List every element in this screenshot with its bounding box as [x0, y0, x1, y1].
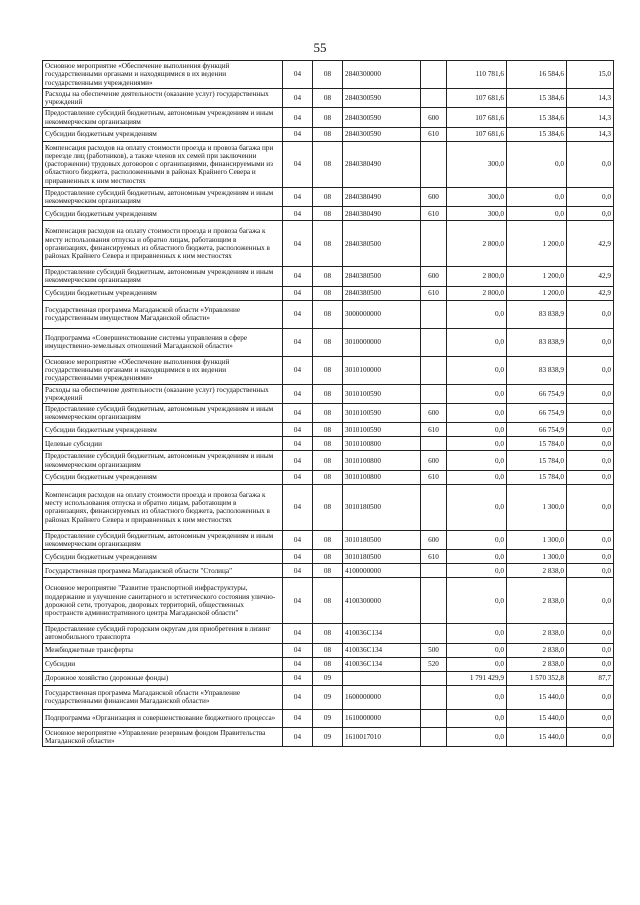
approved-amount-cell: 2 800,0: [447, 221, 507, 267]
target-article-cell: 3010100800: [343, 437, 421, 451]
execution-percent-cell: 0,0: [567, 657, 614, 671]
subsection-code-cell: 08: [313, 530, 343, 549]
section-code-cell: 04: [283, 709, 313, 727]
section-code-cell: 04: [283, 550, 313, 564]
section-code-cell: 04: [283, 384, 313, 403]
approved-amount-cell: 0,0: [447, 470, 507, 484]
row-name-cell: Расходы на обеспечение деятельности (оказание услуг) государственных учреждений: [43, 89, 283, 108]
section-code-cell: 04: [283, 624, 313, 643]
table-row: [43, 187, 614, 206]
approved-amount-cell: 107 681,6: [447, 108, 507, 127]
row-name-cell: Субсидии бюджетным учреждениям: [43, 470, 283, 484]
table-row: [43, 470, 614, 484]
subsection-code-cell: 08: [313, 207, 343, 221]
expense-type-cell: [421, 484, 447, 530]
target-article-cell: 2840300590: [343, 127, 421, 141]
row-name-cell: Целевые субсидии: [43, 437, 283, 451]
approved-amount-cell: 0,0: [447, 578, 507, 624]
expense-type-cell: [421, 709, 447, 727]
subsection-code-cell: 08: [313, 286, 343, 300]
execution-percent-cell: 0,0: [567, 451, 614, 470]
subsection-code-cell: 08: [313, 108, 343, 127]
target-article-cell: 3010180500: [343, 530, 421, 549]
subsection-code-cell: 08: [313, 550, 343, 564]
table-row: [43, 643, 614, 657]
row-name-cell: Субсидии бюджетным учреждениям: [43, 207, 283, 221]
row-name-cell: Государственная программа Магаданской области «Управление государственными финансами Магаданской области»: [43, 685, 283, 709]
table-row: [43, 624, 614, 643]
table-row: [43, 267, 614, 286]
approved-amount-cell: 0,0: [447, 657, 507, 671]
section-code-cell: 04: [283, 564, 313, 578]
executed-amount-cell: 0,0: [507, 207, 567, 221]
table-row: [43, 108, 614, 127]
table-row: [43, 207, 614, 221]
table-body: [43, 61, 614, 747]
approved-amount-cell: 0,0: [447, 727, 507, 746]
table-row: [43, 404, 614, 423]
target-article-cell: 3010180500: [343, 484, 421, 530]
expense-type-cell: [421, 384, 447, 403]
execution-percent-cell: 14,3: [567, 127, 614, 141]
subsection-code-cell: 08: [313, 624, 343, 643]
section-code-cell: 04: [283, 470, 313, 484]
table-row: [43, 727, 614, 746]
section-code-cell: 04: [283, 404, 313, 423]
approved-amount-cell: 0,0: [447, 384, 507, 403]
section-code-cell: 04: [283, 437, 313, 451]
expense-type-cell: 600: [421, 451, 447, 470]
executed-amount-cell: 0,0: [507, 187, 567, 206]
row-name-cell: Предоставление субсидий бюджетным, автономным учреждениям и иным некоммерческим организациям: [43, 451, 283, 470]
section-code-cell: 04: [283, 207, 313, 221]
execution-percent-cell: 0,0: [567, 187, 614, 206]
table-row: [43, 671, 614, 685]
execution-percent-cell: 14,3: [567, 89, 614, 108]
table-row: [43, 451, 614, 470]
target-article-cell: 410036С134: [343, 657, 421, 671]
expense-type-cell: 610: [421, 286, 447, 300]
section-code-cell: 04: [283, 127, 313, 141]
executed-amount-cell: 2 838,0: [507, 578, 567, 624]
row-name-cell: Предоставление субсидий городским округам для приобретения в лизинг автомобильного транспорта: [43, 624, 283, 643]
expense-type-cell: 600: [421, 108, 447, 127]
row-name-cell: Субсидии: [43, 657, 283, 671]
subsection-code-cell: 09: [313, 727, 343, 746]
execution-percent-cell: 0,0: [567, 685, 614, 709]
subsection-code-cell: 08: [313, 484, 343, 530]
target-article-cell: [343, 671, 421, 685]
executed-amount-cell: 2 838,0: [507, 657, 567, 671]
row-name-cell: Предоставление субсидий бюджетным, автономным учреждениям и иным некоммерческим организациям: [43, 267, 283, 286]
section-code-cell: 04: [283, 187, 313, 206]
approved-amount-cell: 300,0: [447, 141, 507, 187]
table-row: [43, 578, 614, 624]
row-name-cell: Основное мероприятие "Развитие транспортной инфраструктуры, поддержание и улучшение санитарного и эстетического состояния улично-дорожной сети, тротуаров, дворовых территорий, общественных пространств административного центра Магаданской области": [43, 578, 283, 624]
row-name-cell: Подпрограмма «Организация и совершенствование бюджетного процесса»: [43, 709, 283, 727]
table-row: [43, 384, 614, 403]
table-row: [43, 221, 614, 267]
row-name-cell: Субсидии бюджетным учреждениям: [43, 286, 283, 300]
executed-amount-cell: 2 838,0: [507, 643, 567, 657]
table-row: [43, 141, 614, 187]
executed-amount-cell: 2 838,0: [507, 564, 567, 578]
execution-percent-cell: 87,7: [567, 671, 614, 685]
expense-type-cell: [421, 300, 447, 328]
execution-percent-cell: 0,0: [567, 530, 614, 549]
execution-percent-cell: 0,0: [567, 709, 614, 727]
executed-amount-cell: 15 784,0: [507, 451, 567, 470]
execution-percent-cell: 0,0: [567, 356, 614, 384]
executed-amount-cell: 66 754,9: [507, 404, 567, 423]
target-article-cell: 2840380500: [343, 221, 421, 267]
row-name-cell: Субсидии бюджетным учреждениям: [43, 127, 283, 141]
table-row: [43, 356, 614, 384]
approved-amount-cell: 0,0: [447, 423, 507, 437]
row-name-cell: Дорожное хозяйство (дорожные фонды): [43, 671, 283, 685]
section-code-cell: 04: [283, 671, 313, 685]
execution-percent-cell: 42,9: [567, 221, 614, 267]
target-article-cell: 2840300000: [343, 61, 421, 89]
target-article-cell: 3010000000: [343, 328, 421, 356]
target-article-cell: 3010100590: [343, 404, 421, 423]
target-article-cell: 3010100000: [343, 356, 421, 384]
section-code-cell: 04: [283, 108, 313, 127]
expense-type-cell: 600: [421, 530, 447, 549]
expense-type-cell: [421, 624, 447, 643]
execution-percent-cell: 0,0: [567, 484, 614, 530]
row-name-cell: Подпрограмма «Совершенствование системы управления в сфере имущественно-земельных отношений Магаданской области»: [43, 328, 283, 356]
expense-type-cell: 600: [421, 187, 447, 206]
section-code-cell: 04: [283, 451, 313, 470]
subsection-code-cell: 08: [313, 657, 343, 671]
approved-amount-cell: 0,0: [447, 530, 507, 549]
target-article-cell: 3010100800: [343, 470, 421, 484]
section-code-cell: 04: [283, 300, 313, 328]
approved-amount-cell: 0,0: [447, 685, 507, 709]
expense-type-cell: 500: [421, 643, 447, 657]
execution-percent-cell: 0,0: [567, 550, 614, 564]
target-article-cell: 3000000000: [343, 300, 421, 328]
page-number: 55: [313, 40, 327, 55]
target-article-cell: 4100000000: [343, 564, 421, 578]
subsection-code-cell: 08: [313, 578, 343, 624]
execution-percent-cell: 0,0: [567, 470, 614, 484]
execution-percent-cell: 0,0: [567, 423, 614, 437]
row-name-cell: Государственная программа Магаданской области "Столица": [43, 564, 283, 578]
subsection-code-cell: 08: [313, 328, 343, 356]
expense-type-cell: [421, 356, 447, 384]
expense-type-cell: [421, 221, 447, 267]
expense-type-cell: [421, 141, 447, 187]
table-row: [43, 286, 614, 300]
subsection-code-cell: 08: [313, 141, 343, 187]
executed-amount-cell: 1 300,0: [507, 484, 567, 530]
execution-percent-cell: 0,0: [567, 404, 614, 423]
approved-amount-cell: 0,0: [447, 404, 507, 423]
approved-amount-cell: 0,0: [447, 564, 507, 578]
section-code-cell: 04: [283, 657, 313, 671]
row-name-cell: Компенсация расходов на оплату стоимости проезда и провоза багажа к месту использования отпуска и обратно лицам, работающим в организациях, финансируемых из областного бюджета, расположенных в районах Крайнего Севера и приравненных к ним местностях: [43, 484, 283, 530]
executed-amount-cell: 1 200,0: [507, 286, 567, 300]
subsection-code-cell: 09: [313, 709, 343, 727]
executed-amount-cell: 16 584,6: [507, 61, 567, 89]
subsection-code-cell: 08: [313, 384, 343, 403]
target-article-cell: 2840380490: [343, 207, 421, 221]
target-article-cell: 3010180500: [343, 550, 421, 564]
row-name-cell: Субсидии бюджетным учреждениям: [43, 550, 283, 564]
execution-percent-cell: 0,0: [567, 328, 614, 356]
target-article-cell: 3010100590: [343, 384, 421, 403]
target-article-cell: 1610000000: [343, 709, 421, 727]
row-name-cell: Предоставление субсидий бюджетным, автономным учреждениям и иным некоммерческим организациям: [43, 108, 283, 127]
target-article-cell: 2840380500: [343, 267, 421, 286]
subsection-code-cell: 08: [313, 300, 343, 328]
executed-amount-cell: 1 300,0: [507, 550, 567, 564]
executed-amount-cell: 2 838,0: [507, 624, 567, 643]
target-article-cell: 4100300000: [343, 578, 421, 624]
section-code-cell: 04: [283, 141, 313, 187]
expense-type-cell: [421, 671, 447, 685]
subsection-code-cell: 08: [313, 221, 343, 267]
executed-amount-cell: 15 440,0: [507, 727, 567, 746]
table-row: [43, 709, 614, 727]
executed-amount-cell: 15 784,0: [507, 437, 567, 451]
subsection-code-cell: 08: [313, 451, 343, 470]
target-article-cell: 1600000000: [343, 685, 421, 709]
row-name-cell: Компенсация расходов на оплату стоимости проезда и провоза багажа к месту использования отпуска и обратно лицам, работающим в организациях, финансируемых из областного бюджета, расположенных в районах Крайнего Севера и приравненных к ним местностях: [43, 221, 283, 267]
executed-amount-cell: 15 440,0: [507, 685, 567, 709]
subsection-code-cell: 08: [313, 437, 343, 451]
subsection-code-cell: 08: [313, 89, 343, 108]
table-row: [43, 423, 614, 437]
approved-amount-cell: 0,0: [447, 550, 507, 564]
approved-amount-cell: 0,0: [447, 300, 507, 328]
section-code-cell: 04: [283, 328, 313, 356]
approved-amount-cell: 107 681,6: [447, 89, 507, 108]
subsection-code-cell: 08: [313, 127, 343, 141]
target-article-cell: 2840380500: [343, 286, 421, 300]
target-article-cell: 410036С134: [343, 624, 421, 643]
executed-amount-cell: 1 300,0: [507, 530, 567, 549]
table-row: [43, 437, 614, 451]
executed-amount-cell: 66 754,9: [507, 423, 567, 437]
row-name-cell: Субсидии бюджетным учреждениям: [43, 423, 283, 437]
subsection-code-cell: 08: [313, 61, 343, 89]
approved-amount-cell: 107 681,6: [447, 127, 507, 141]
target-article-cell: 2840380490: [343, 187, 421, 206]
target-article-cell: 2840300590: [343, 89, 421, 108]
subsection-code-cell: 08: [313, 404, 343, 423]
execution-percent-cell: 0,0: [567, 727, 614, 746]
approved-amount-cell: 110 781,6: [447, 61, 507, 89]
execution-percent-cell: 42,9: [567, 286, 614, 300]
row-name-cell: Основное мероприятие «Обеспечение выполнения функций государственными органами и находящимися в их ведении государственными учреждениями»: [43, 61, 283, 89]
section-code-cell: 04: [283, 89, 313, 108]
subsection-code-cell: 08: [313, 267, 343, 286]
target-article-cell: 3010100800: [343, 451, 421, 470]
approved-amount-cell: 2 800,0: [447, 286, 507, 300]
executed-amount-cell: 0,0: [507, 141, 567, 187]
execution-percent-cell: 14,3: [567, 108, 614, 127]
table-row: [43, 484, 614, 530]
approved-amount-cell: 0,0: [447, 437, 507, 451]
approved-amount-cell: 300,0: [447, 187, 507, 206]
approved-amount-cell: 0,0: [447, 484, 507, 530]
approved-amount-cell: 0,0: [447, 709, 507, 727]
execution-percent-cell: 0,0: [567, 141, 614, 187]
executed-amount-cell: 83 838,9: [507, 328, 567, 356]
table-row: [43, 300, 614, 328]
table-row: [43, 127, 614, 141]
row-name-cell: Расходы на обеспечение деятельности (оказание услуг) государственных учреждений: [43, 384, 283, 403]
target-article-cell: 2840380490: [343, 141, 421, 187]
execution-percent-cell: 0,0: [567, 207, 614, 221]
table-row: [43, 657, 614, 671]
table-row: [43, 530, 614, 549]
approved-amount-cell: 0,0: [447, 356, 507, 384]
table-row: [43, 328, 614, 356]
subsection-code-cell: 08: [313, 470, 343, 484]
section-code-cell: 04: [283, 61, 313, 89]
approved-amount-cell: 0,0: [447, 624, 507, 643]
expense-type-cell: [421, 564, 447, 578]
row-name-cell: Предоставление субсидий бюджетным, автономным учреждениям и иным некоммерческим организациям: [43, 187, 283, 206]
executed-amount-cell: 1 200,0: [507, 267, 567, 286]
row-name-cell: Межбюджетные трансферты: [43, 643, 283, 657]
approved-amount-cell: 1 791 429,9: [447, 671, 507, 685]
section-code-cell: 04: [283, 221, 313, 267]
section-code-cell: 04: [283, 727, 313, 746]
executed-amount-cell: 15 384,6: [507, 127, 567, 141]
approved-amount-cell: 0,0: [447, 451, 507, 470]
executed-amount-cell: 1 570 352,8: [507, 671, 567, 685]
table-row: [43, 61, 614, 89]
executed-amount-cell: 15 384,6: [507, 108, 567, 127]
section-code-cell: 04: [283, 484, 313, 530]
execution-percent-cell: 0,0: [567, 384, 614, 403]
expense-type-cell: 610: [421, 470, 447, 484]
section-code-cell: 04: [283, 356, 313, 384]
executed-amount-cell: 66 754,9: [507, 384, 567, 403]
approved-amount-cell: 300,0: [447, 207, 507, 221]
expense-type-cell: [421, 61, 447, 89]
execution-percent-cell: 0,0: [567, 564, 614, 578]
target-article-cell: 2840300590: [343, 108, 421, 127]
expense-type-cell: 610: [421, 423, 447, 437]
row-name-cell: Основное мероприятие «Управление резервным фондом Правительства Магаданской области»: [43, 727, 283, 746]
row-name-cell: Компенсация расходов на оплату стоимости проезда и провоза багажа при переезде лиц (работников), а также членов их семей при заключении (расторжении) трудовых договоров с организациями, финансируемыми из областного бюджета, расположенными в районах Крайнего Севера и приравненных к ним местностях: [43, 141, 283, 187]
expense-type-cell: [421, 685, 447, 709]
executed-amount-cell: 15 384,6: [507, 89, 567, 108]
approved-amount-cell: 2 800,0: [447, 267, 507, 286]
target-article-cell: 410036С134: [343, 643, 421, 657]
execution-percent-cell: 0,0: [567, 578, 614, 624]
section-code-cell: 04: [283, 685, 313, 709]
expense-type-cell: 610: [421, 550, 447, 564]
expense-type-cell: 520: [421, 657, 447, 671]
subsection-code-cell: 08: [313, 643, 343, 657]
section-code-cell: 04: [283, 578, 313, 624]
target-article-cell: 3010100590: [343, 423, 421, 437]
table-row: [43, 564, 614, 578]
subsection-code-cell: 08: [313, 356, 343, 384]
executed-amount-cell: 15 440,0: [507, 709, 567, 727]
expense-type-cell: 610: [421, 127, 447, 141]
execution-percent-cell: 0,0: [567, 437, 614, 451]
expense-type-cell: 600: [421, 267, 447, 286]
table-row: [43, 89, 614, 108]
subsection-code-cell: 08: [313, 423, 343, 437]
row-name-cell: Государственная программа Магаданской области «Управление государственным имуществом Магаданской области»: [43, 300, 283, 328]
budget-table: [42, 60, 614, 747]
subsection-code-cell: 08: [313, 564, 343, 578]
execution-percent-cell: 0,0: [567, 300, 614, 328]
section-code-cell: 04: [283, 643, 313, 657]
execution-percent-cell: 0,0: [567, 643, 614, 657]
row-name-cell: Основное мероприятие «Обеспечение выполнения функций государственными органами и находящимися в их ведении государственными учреждениями»: [43, 356, 283, 384]
table-row: [43, 550, 614, 564]
table-row: [43, 685, 614, 709]
executed-amount-cell: 15 784,0: [507, 470, 567, 484]
expense-type-cell: [421, 328, 447, 356]
expense-type-cell: [421, 89, 447, 108]
execution-percent-cell: 42,9: [567, 267, 614, 286]
executed-amount-cell: 83 838,9: [507, 356, 567, 384]
row-name-cell: Предоставление субсидий бюджетным, автономным учреждениям и иным некоммерческим организациям: [43, 530, 283, 549]
expense-type-cell: 600: [421, 404, 447, 423]
approved-amount-cell: 0,0: [447, 328, 507, 356]
section-code-cell: 04: [283, 286, 313, 300]
section-code-cell: 04: [283, 530, 313, 549]
execution-percent-cell: 15,0: [567, 61, 614, 89]
executed-amount-cell: 1 200,0: [507, 221, 567, 267]
section-code-cell: 04: [283, 423, 313, 437]
subsection-code-cell: 09: [313, 685, 343, 709]
target-article-cell: 1610017010: [343, 727, 421, 746]
subsection-code-cell: 08: [313, 187, 343, 206]
executed-amount-cell: 83 838,9: [507, 300, 567, 328]
expense-type-cell: 610: [421, 207, 447, 221]
approved-amount-cell: 0,0: [447, 643, 507, 657]
execution-percent-cell: 0,0: [567, 624, 614, 643]
section-code-cell: 04: [283, 267, 313, 286]
expense-type-cell: [421, 727, 447, 746]
subsection-code-cell: 09: [313, 671, 343, 685]
expense-type-cell: [421, 437, 447, 451]
expense-type-cell: [421, 578, 447, 624]
row-name-cell: Предоставление субсидий бюджетным, автономным учреждениям и иным некоммерческим организациям: [43, 404, 283, 423]
